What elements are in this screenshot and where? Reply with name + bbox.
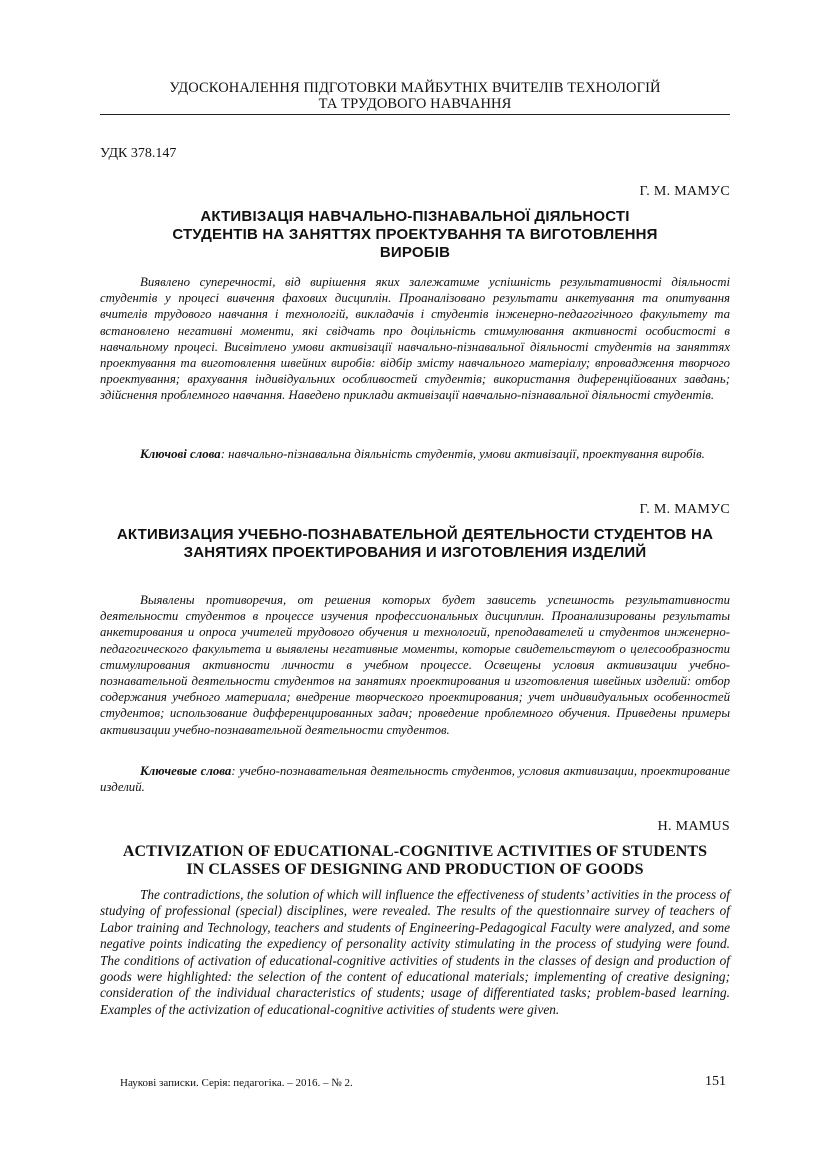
keywords-text-russian: : учебно-познавательная деятельность студентов, условия активизации, проектирование изделий. bbox=[100, 764, 730, 795]
title-english: ACTIVIZATION OF EDUCATIONAL-COGNITIVE ACTIVITIES OF STUDENTS IN CLASSES OF DESIGNING AND PRODUCTION OF GOODS bbox=[122, 843, 708, 878]
udc-code: УДК 378.147 bbox=[100, 146, 177, 161]
keywords-text-ukrainian: : навчально-пізнавальна діяльність студентів, умови активізації, проектування виробів. bbox=[220, 447, 705, 461]
running-header-line1: УДОСКОНАЛЕННЯ ПІДГОТОВКИ МАЙБУТНІХ ВЧИТЕЛІВ ТЕХНОЛОГІЙ bbox=[169, 80, 661, 96]
abstract-russian: Выявлены противоречия, от решения которых будет зависеть успешность результативности деятельности студентов в процессе изучения профессиональных дисциплин. Проанализированы результаты анкетирования и опроса учителей трудового обучения и технологий, преподавателей и студентов инженерно-педагогического факультета и выявлены негативные моменты, которые свидетельствуют о целесообразности стимулирования активности личности в учебном процессе. Освещены условия активизации учебно-познавательной деятельности студентов на занятиях проектирования и изготовления швейных изделий: отбор содержания учебного материала; внедрение творческого проектирования; учет индивидуальных особенностей студентов; использование дифференцированных задач; проведение проблемного обучения. Приведены примеры активизации учебно-познавательной деятельности студентов. bbox=[100, 593, 730, 737]
abstract-english: The contradictions, the solution of which will influence the effectiveness of students’ activities in the process of studying of professional (special) disciplines, were revealed. The results of the questionnaire survey of teachers of Labor training and Technology, teachers and students of Engineering-Pedagogical Faculty were analyzed, and some negative points indicating the expediency of personality activity stimulating in the process of studying were found. The conditions of activation of educational-cognitive activities of students in the classes of design and production of goods were highlighted: the selection of the content of educational materials; implementing of creative designing; consideration of the individual characteristics of students; usage of differentiated tasks; problem-based learning. Examples of the activization of educational-cognitive activities of students were given. bbox=[100, 887, 730, 1017]
page-number: 151 bbox=[705, 1074, 726, 1089]
title-russian: АКТИВИЗАЦИЯ УЧЕБНО-ПОЗНАВАТЕЛЬНОЙ ДЕЯТЕЛЬНОСТИ СТУДЕНТОВ НА ЗАНЯТИЯХ ПРОЕКТИРОВАНИЯ И ИЗГОТОВЛЕНИЯ ИЗДЕЛИЙ bbox=[116, 526, 714, 561]
header-divider bbox=[100, 114, 730, 115]
keywords-russian bbox=[100, 763, 730, 795]
title-ukrainian: АКТИВІЗАЦІЯ НАВЧАЛЬНО-ПІЗНАВАЛЬНОЇ ДІЯЛЬНОСТІ СТУДЕНТІВ НА ЗАНЯТТЯХ ПРОЕКТУВАННЯ ТА ВИГОТОВЛЕННЯ ВИРОБІВ bbox=[172, 208, 658, 261]
journal-source: Наукові записки. Серія: педагогіка. – 2016. – № 2. bbox=[120, 1077, 353, 1089]
author-ukrainian: Г. М. МАМУС bbox=[639, 184, 730, 199]
keywords-label-russian: Ключевые слова bbox=[140, 764, 232, 778]
keywords-label-ukrainian: Ключові слова bbox=[140, 447, 221, 461]
author-russian: Г. М. МАМУС bbox=[639, 502, 730, 517]
keywords-ukrainian bbox=[100, 446, 730, 462]
abstract-ukrainian: Виявлено суперечності, від вирішення яких залежатиме успішність результативності діяльності студентів у процесі вивчення фахових дисциплін. Проаналізовано результати анкетування та опитування вчителів трудового навчання і технологій, викладачів і студентів інженерно-педагогічного факультету та встановлено негативні моменти, які свідчать про доцільність стимулювання активності особистості в навчальному процесі. Висвітлено умови активізації навчально-пізнавальної діяльності студентів на заняттях проектування та виготовлення швейних виробів: відбір змісту навчального матеріалу; впровадження творчого проектування; врахування індивідуальних особливостей студентів; використання диференційованих завдань; здійснення проблемного навчання. Наведено приклади активізації навчально-пізнавальної діяльності студентів. bbox=[100, 275, 730, 403]
running-header bbox=[100, 80, 730, 112]
author-english: H. MAMUS bbox=[657, 819, 730, 834]
running-header-line2: ТА ТРУДОВОГО НАВЧАННЯ bbox=[318, 96, 512, 112]
